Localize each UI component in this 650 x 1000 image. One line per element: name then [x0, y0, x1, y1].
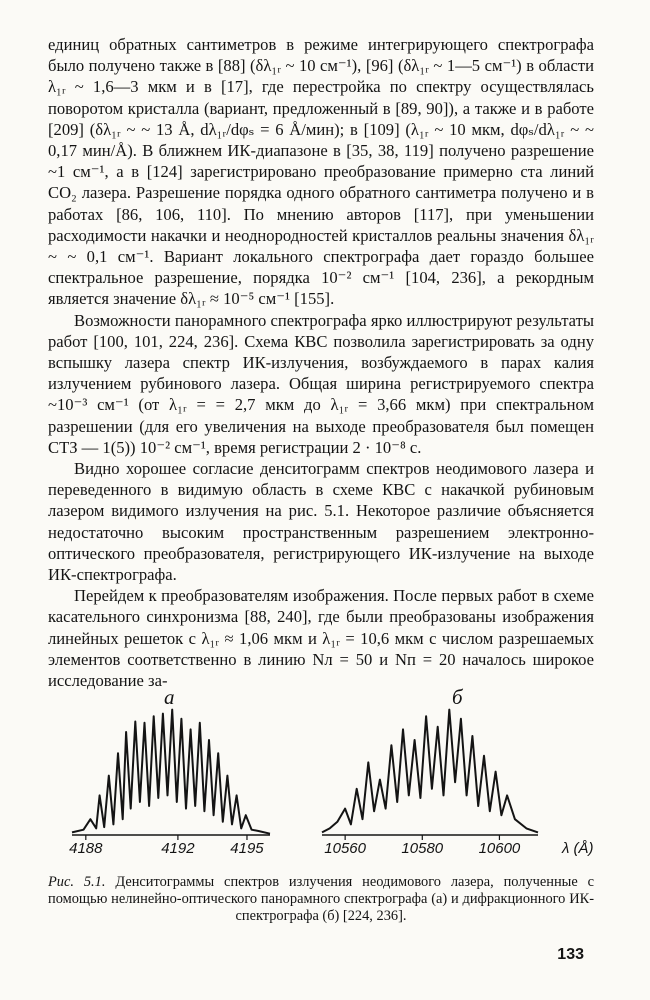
paragraph-4: Перейдем к преобразователям изображения. После первых работ в схеме касательного синхронизма [88, 240], где были преобразованы изображения линейных решеток с λ₁ᵣ ≈ 1,06 мкм и λ₁ᵣ = 10,6 мкм с числом разрешаемых элементов соответственно в линию Nл = 50 и Nп = 20 началось широкое исследование за- — [48, 586, 594, 691]
paragraph-2: Возможности панорамного спектрографа ярко иллюстрируют результаты работ [100, 101, 224, 236]. Схема КВС позволила зарегистрировать за одну вспышку лазера спектр ИК-излучения, возбуждаемого в парах калия излучением рубинового лазера. Общая ширина регистрируемого спектра ~10⁻³ см⁻¹ (от λ₁ᵣ = = 2,7 мкм до λ₁ᵣ = 3,66 мкм) при спектральном разрешении (для его увеличения на выходе преобразователя был помещен СТЗ — 1(5)) 10⁻² см⁻¹, время регистрации 2 · 10⁻⁸ с. — [48, 310, 594, 457]
tick-label: 10560 — [324, 840, 367, 857]
figure-5-1 — [60, 685, 600, 873]
densitogram-series-b — [322, 710, 538, 833]
paragraph-1: единиц обратных сантиметров в режиме интегрирующего спектрографа было получено также в [88] (δλ₁ᵣ ~ 10 см⁻¹), [96] (δλ₁ᵣ ~ 1—5 см⁻¹) в области λ₁ᵣ ~ 1,6—3 мкм и в [17], где перестройка по спектру осуществлялась поворотом кристалла (вариант, предложенный в [89, 90]), а также и в работе [209] (δλ₁ᵣ ~ ~ 13 Å, dλ₁ᵣ/dφₛ = 6 Å/мин); в [109] (λ₁ᵣ ~ 10 мкм, dφₛ/dλ₁ᵣ ~ ~ 0,17 мин/Å). В ближнем ИК-диапазоне в [35, 38, 119] получено разрешение ~1 см⁻¹, а в [124] зарегистрировано преобразование примерно ста линий CO₂ лазера. Разрешение порядка одного обратного сантиметра получено и в работах [86, 106, 110]. По мнению авторов [117], при уменьшении расходимости накачки и неоднородностей кристаллов реальны значения δλ₁ᵣ ~ ~ 0,1 см⁻¹. Вариант локального спектрографа дает гораздо большее спектральное разрешение, порядка 10⁻² см⁻¹ [104, 236], а рекордным является значение δλ₁ᵣ ≈ 10⁻⁵ см⁻¹ [155]. — [48, 35, 594, 309]
tick-label: 4195 — [230, 840, 264, 857]
page-number: 133 — [557, 946, 584, 963]
panel-a-label: а — [164, 685, 175, 709]
tick-label: 10580 — [401, 840, 444, 857]
caption-label: Рис. 5.1. — [48, 874, 106, 890]
panel-b-label: б — [452, 685, 463, 709]
axis-unit-label: λ (Å) — [562, 840, 594, 857]
densitogram-series-a — [72, 710, 270, 834]
paragraph-3: Видно хорошее согласие денситограмм спектров неодимового лазера и переведенного в видимую область в схеме КВС с накачкой рубиновым лазером видимого излучения на рис. 5.1. Некоторое различие объясняется недостаточно высоким пространственным разрешением электронно-оптического преобразователя, регистрирующего ИК-излучение на выходе ИК-спектрографа. — [48, 459, 594, 585]
tick-label: 10600 — [478, 840, 521, 857]
caption-text: Денситограммы спектров излучения неодимового лазера, полученные с помощью нелинейно-оптического панорамного спектрографа (а) и дифракционного ИК-спектрографа (б) [224, 236]. — [48, 874, 595, 924]
body-text — [48, 34, 594, 691]
tick-label: 4188 — [69, 840, 103, 857]
figure-caption — [48, 874, 594, 925]
densitogram-chart — [60, 685, 600, 873]
tick-label: 4192 — [161, 840, 195, 857]
